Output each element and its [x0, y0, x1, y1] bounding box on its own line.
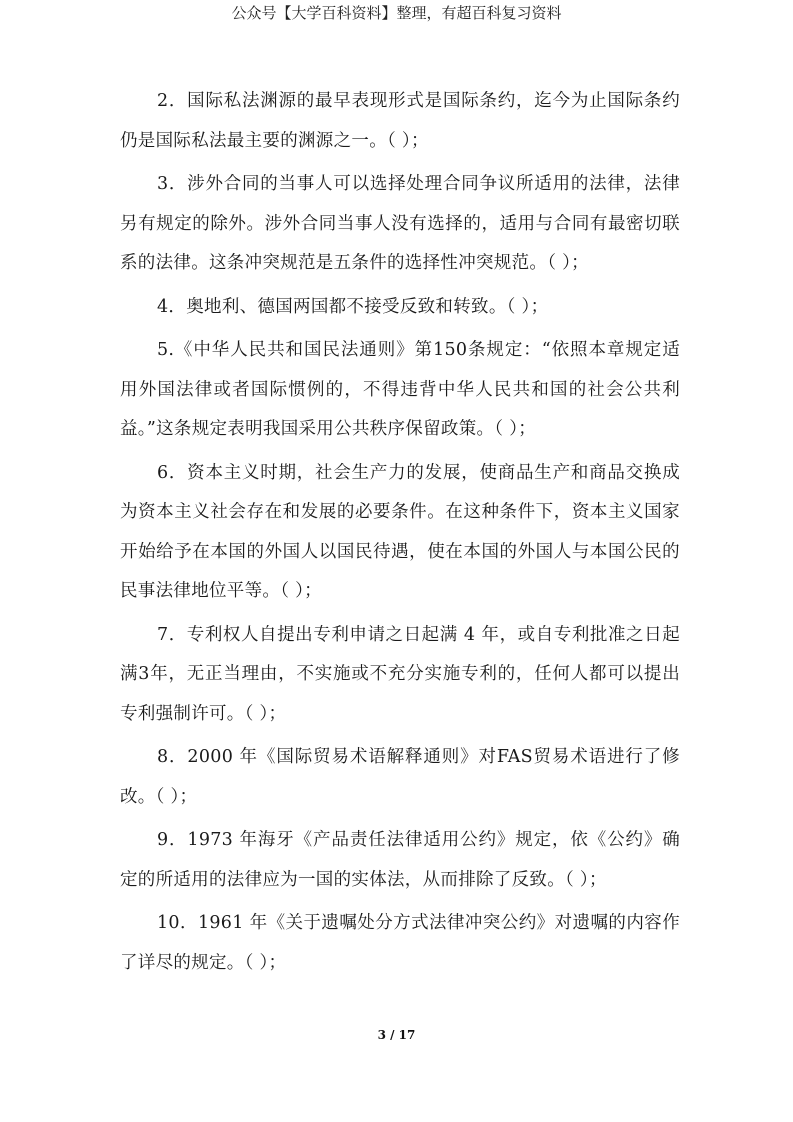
- question-5: 5.《中华人民共和国民法通则》第150条规定：“依照本章规定适用外国法律或者国际惯例的，不得违背中华人民共和国的社会公共利益。”这条规定表明我国采用公共秩序保留政策。（ ）；: [120, 340, 680, 439]
- question-3: 3．涉外合同的当事人可以选择处理合同争议所适用的法律，法律另有规定的除外。涉外合同当事人没有选择的，适用与合同有最密切联系的法律。这条冲突规范是五条件的选择性冲突规范。（ ）；: [120, 174, 680, 273]
- question-8: 8．2000 年《国际贸易术语解释通则》对FAS贸易术语进行了修改。（ ）；: [120, 747, 680, 807]
- question-7: 7．专利权人自提出专利申请之日起满 4 年，或自专利批准之日起满3年，无正当理由，不实施或不充分实施专利的，任何人都可以提出专利强制许可。（ ）；: [120, 624, 680, 724]
- page-number: 3 / 17: [377, 1028, 416, 1042]
- question-9: 9．1973 年海牙《产品责任法律适用公约》规定，依《公约》确定的所适用的法律应为一国的实体法，从而排除了反致。（ ）；: [120, 830, 680, 890]
- question-4: 4．奥地利、德国两国都不接受反致和转致。（ ）；: [157, 296, 549, 317]
- question-10: 10．1961 年《关于遗嘱处分方式法律冲突公约》对遗嘱的内容作了详尽的规定。（ ）；: [120, 913, 680, 973]
- page-header: 公众号【大学百科资料】整理，有超百科复习资料: [231, 4, 562, 22]
- question-2: 2．国际私法渊源的最早表现形式是国际条约，迄今为止国际条约仍是国际私法最主要的渊源之一。（ ）；: [120, 91, 680, 151]
- question-6: 6．资本主义时期，社会生产力的发展，使商品生产和商品交换成为资本主义社会存在和发展的必要条件。在这种条件下，资本主义国家开始给予在本国的外国人以国民待遇，使在本国的外国人与本国公民的民事法律地位平等。（ ）；: [120, 462, 680, 601]
- document-body: [120, 82, 680, 987]
